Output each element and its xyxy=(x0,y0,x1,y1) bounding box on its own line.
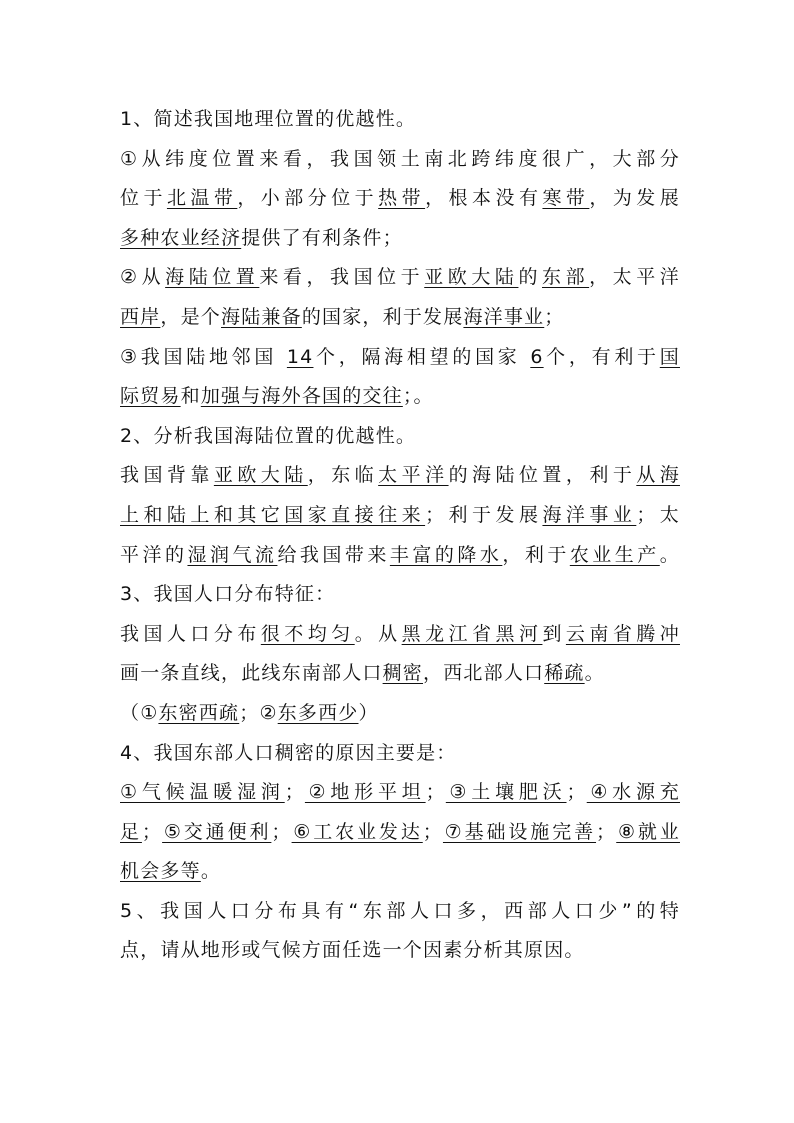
q2-title: 2、分析我国海陆位置的优越性。 xyxy=(120,424,417,447)
answer-blank: 海洋事业 xyxy=(542,503,637,526)
answer-blank: 足 xyxy=(120,820,142,843)
q2-p1-line1: 我国背靠亚欧大陆，东临太平洋的海陆位置，利于从海 xyxy=(120,464,680,487)
answer-blank: 西岸 xyxy=(120,305,161,328)
q5-line1: 5、我国人口分布具有“东部人口多，西部人口少”的特 xyxy=(120,899,680,922)
answer-blank: 国 xyxy=(659,345,680,368)
answer-blank: 亚欧大陆 xyxy=(424,266,519,289)
answer-blank: 从海 xyxy=(636,464,680,487)
answer-blank: 太平洋 xyxy=(378,464,449,487)
answer-blank: 多种农业经济 xyxy=(120,226,242,249)
answer-blank: 海陆位置 xyxy=(165,266,260,289)
answer-blank: 加强与海外各国的交往 xyxy=(200,385,403,408)
q4-p1-line2: 足；⑤交通便利；⑥工农业发达；⑦基础设施完善；⑧就业 xyxy=(120,820,680,843)
q3-p1-line1: 我国人口分布很不均匀。从黑龙江省黑河到云南省腾冲 xyxy=(120,622,680,645)
q4-p1-line3: 机会多等。 xyxy=(120,860,222,883)
q3-p1-line3: （①东密西疏；②东多西少） xyxy=(120,701,379,724)
answer-blank: 稀疏 xyxy=(544,662,585,685)
answer-blank: 东多西少 xyxy=(277,701,359,724)
answer-blank: 农业生产 xyxy=(569,543,660,566)
answer-blank: ⑤交通便利 xyxy=(162,820,272,843)
q1-p1-line3: 多种农业经济提供了有利条件； xyxy=(120,226,403,249)
q4-p1-line1: ①气候温暖湿润；②地形平坦；③土壤肥沃；④水源充 xyxy=(120,781,680,804)
answer-blank: ④水源充 xyxy=(586,781,680,804)
q1-p1-line1: ①从纬度位置来看，我国领土南北跨纬度很广，大部分 xyxy=(120,147,680,170)
q3-title: 3、我国人口分布特征： xyxy=(120,583,336,606)
answer-blank: 云南省腾冲 xyxy=(565,622,680,645)
answer-blank: 海洋事业 xyxy=(463,305,545,328)
answer-blank: 海陆兼备 xyxy=(221,305,302,328)
answer-blank: 很不均匀 xyxy=(260,622,355,645)
answer-blank: ②地形平坦 xyxy=(304,781,426,804)
answer-blank: 东密西疏 xyxy=(158,701,240,724)
answer-blank: 丰富的降水 xyxy=(389,543,503,566)
answer-blank: ③土壤肥沃 xyxy=(445,781,567,804)
q3-p1-line2: 画一条直线，此线东南部人口稠密，西北部人口稀疏。 xyxy=(120,662,605,685)
answer-blank: 际贸易 xyxy=(120,385,181,408)
answer-blank: 亚欧大陆 xyxy=(213,464,308,487)
answer-blank: ⑧就业 xyxy=(616,820,680,843)
q1-p2-line1: ②从海陆位置来看，我国位于亚欧大陆的东部，太平洋 xyxy=(120,266,680,289)
q5-line2: 点，请从地形或气候方面任选一个因素分析其原因。 xyxy=(120,939,585,962)
q1-p1-line2: 位于北温带，小部分位于热带，根本没有寒带，为发展 xyxy=(120,187,680,210)
q4-title: 4、我国东部人口稠密的原因主要是： xyxy=(120,741,457,764)
q1-p2-line2: 西岸，是个海陆兼备的国家，利于发展海洋事业； xyxy=(120,305,565,328)
answer-blank: 寒带 xyxy=(542,187,590,210)
answer-blank: 北温带 xyxy=(166,187,238,210)
q1-p3-line1: ③我国陆地邻国 14个，隔海相望的国家 6个，有利于国 xyxy=(120,345,680,368)
document-content xyxy=(120,100,680,971)
answer-blank: 湿润气流 xyxy=(187,543,278,566)
answer-blank: 东部 xyxy=(542,266,590,289)
q2-p1-line2: 上和陆上和其它国家直接往来；利于发展海洋事业；太 xyxy=(120,503,680,526)
q2-p1-line3: 平洋的湿润气流给我国带来丰富的降水，利于农业生产。 xyxy=(120,543,680,566)
q1-p3-line2: 际贸易和加强与海外各国的交往；。 xyxy=(120,385,434,408)
answer-blank: 稠密 xyxy=(382,662,424,685)
answer-blank: ⑦基础设施完善 xyxy=(442,820,597,843)
answer-blank: ⑥工农业发达 xyxy=(291,820,423,843)
answer-blank: 机会多等 xyxy=(120,860,201,883)
q1-title: 1、简述我国地理位置的优越性。 xyxy=(120,108,417,130)
answer-blank: 6 xyxy=(530,345,544,368)
answer-blank: 黑龙江省黑河 xyxy=(401,622,543,645)
answer-blank: 热带 xyxy=(378,187,426,210)
answer-blank: 14 xyxy=(286,345,314,368)
answer-blank: 上和陆上和其它国家直接往来 xyxy=(120,503,426,526)
answer-blank: ①气候温暖湿润 xyxy=(120,781,285,804)
